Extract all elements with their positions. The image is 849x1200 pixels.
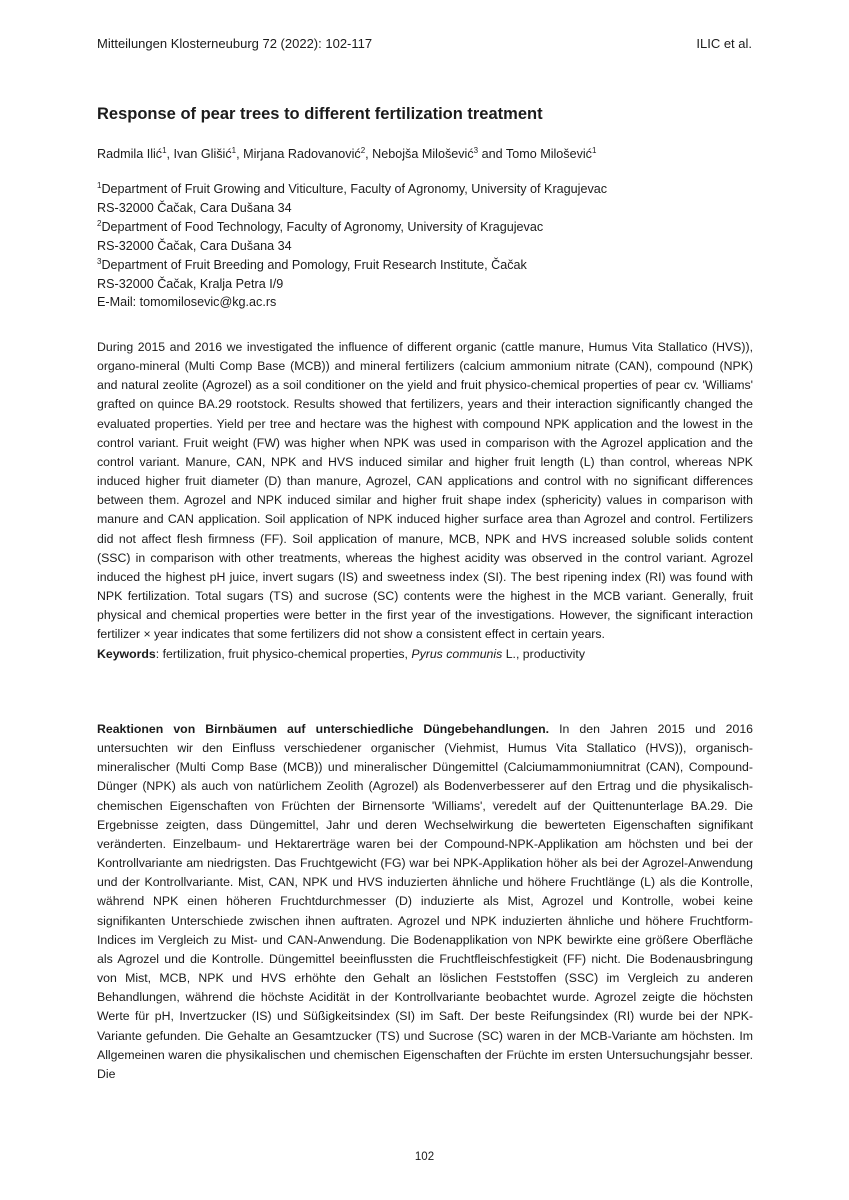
affiliation-address: RS-32000 Čačak, Kralja Petra I/9	[97, 276, 284, 291]
keywords: Keywords: fertilization, fruit physico-chemical properties, Pyrus communis L., productivity	[97, 646, 585, 661]
author: Ivan Glišić$^1$,	[173, 146, 244, 161]
german-summary-text: In den Jahren 2015 und 2016 untersuchten wir den Einfluss verschiedener organischer (Viehmist, Humus Vita Stallatico (HVS)), organisch-mineralischer (Multi Comp Base (MCB)) und mineralischer Düngemittel (Calciumammoniumnitrat (CAN), Compound-Dünger (NPK) als auch von natürlichem Zeolith (Agrozel) als Bodenverbesserer auf den Ertrag und die physikalisch-chemischen Eigenschaften von Früchten der Birnensorte 'Williams', veredelt auf der Quittenunterlage BA.29. Die Ergebnisse zeigten, dass Düngemittel, Jahr und deren Wechselwirkung die bewerteten Eigenschaften signifikant veränderten. Einzelbaum- und Hektarerträge waren bei der Compound-NPK-Applikation am höchsten und bei der Kontrollvariante am niedrigsten. Das Fruchtgewicht (FG) war bei NPK-Applikation höher als bei der Agrozel-Anwendung und der Kontrollvariante. Mist, CAN, NPK und HVS induzierten ähnliche und höhere Fruchtlänge (L) als die Kontrolle, während NPK einen höheren Fruchtdurchmesser (D) induzierte als Mist, Agrozel und Kontrolle, wobei keine signifikanten Unterschiede zwischen ihnen auftraten. Agrozel und NPK induzierten ähnliche und höhere Fruchtform-Indices im Vergleich zu Mist- und CAN-Anwendung. Die Bodenapplikation von NPK bewirkte eine größere Oberfläche als Agrozel und die Kontrolle. Düngemittel beeinflussten die Fruchtfleischfestigkeit (FF) nicht. Die Bodenausbringung von Mist, MCB, NPK und HVS erhöhte den Gehalt an löslichen Feststoffen (SSC) im Vergleich zu anderen Behandlungen, während die höchste Acidität in der Kontrollvariante beobachtet wurde. Agrozel zeigte die höchsten Werte für pH, Invertzucker (IS) und Süßigkeitsindex (SI) im Saft. Der beste Reifungsindex (RI) wurde bei der NPK-Variante gefunden. Die Gehalte an Gesamtzucker (TS) und Sucrose (SC) waren in der MCB-Variante am höchsten. Im Allgemeinen waren die physikalischen und chemischen Eigenschaften der Früchte im ersten Untersuchungsjahr besser. Die	[97, 722, 753, 1081]
author: Mirjana Radovanović$^2$,	[243, 146, 373, 161]
page-number: 102	[414, 1151, 435, 1163]
author: Tomo Milošević$^1$	[505, 146, 597, 161]
abstract	[97, 338, 753, 664]
article-title: Response of pear trees to different fertilization treatment	[97, 105, 543, 123]
journal-citation: Mitteilungen Klosterneuburg 72 (2022): 102-117	[97, 36, 373, 51]
affiliations	[97, 180, 752, 312]
running-head	[97, 36, 752, 52]
affiliation-line: $^2$Department of Food Technology, Faculty of Agronomy, University of Kragujevac	[97, 218, 544, 234]
author: Nebojša Milošević$^3$ and	[372, 146, 506, 161]
running-authors: ILIC et al.	[696, 36, 752, 51]
german-summary-title: Reaktionen von Birnbäumen auf unterschiedliche Düngebehandlungen.	[97, 722, 550, 736]
author: Radmila Ilić$^1$,	[97, 146, 174, 161]
affiliation-line: $^1$Department of Fruit Growing and Viticulture, Faculty of Agronomy, University of Kragujevac	[97, 181, 608, 196]
abstract-text: During 2015 and 2016 we investigated the influence of different organic (cattle manure, Humus Vita Stallatico (HVS)), organo-mineral (Multi Comp Base (MCB)) and mineral fertilizers (calcium ammonium nitrate (CAN), compound (NPK) and natural zeolite (Agrozel) as a soil conditioner on the yield and fruit physico-chemical properties of pear cv. 'Williams' grafted on quince BA.29 rootstock. Results showed that fertilizers, years and their interaction significantly changed the evaluated properties. Yield per tree and hectare was the highest with compound NPK application and the lowest in the control variant. Fruit weight (FW) was higher when NPK was used in comparison with the Agrozel application and the control variant. Manure, CAN, NPK and HVS induced similar and higher fruit length (L) than control, whereas NPK induced higher fruit diameter (D) than manure, Agrozel, CAN applications and control with no significant differences between them. Agrozel and NPK induced similar and higher fruit shape index (sphericity) values in comparison with manure and CAN application. Soil application of NPK induced higher surface area than Agrozel and control. Fertilizers did not affect flesh firmness (FF). Soil application of manure, MCB, NPK and HVS increased soluble solids content (SSC) in comparison with other treatments, whereas the highest acidity was observed in the control variant. Agrozel induced the highest pH juice, invert sugars (IS) and sweetness index (SI). The best ripening index (RI) was found with NPK fertilization. Total sugars (TS) and sucrose (SC) contents were the highest in the MCB variant. Generally, fruit physical and chemical properties were better in the first year of the investigations. However, the significant interaction fertilizer × year indicates that some fertilizers did not show a consistent effect in certain years.	[97, 340, 753, 642]
species-name: Pyrus communis	[411, 646, 503, 661]
german-summary	[97, 720, 753, 1084]
affiliation-line: $^3$Department of Fruit Breeding and Pomology, Fruit Research Institute, Čačak	[97, 256, 527, 272]
contact-email[interactable]: E-Mail: tomomilosevic@kg.ac.rs	[97, 295, 277, 310]
affiliation-address: RS-32000 Čačak, Cara Dušana 34	[97, 238, 292, 253]
keywords-label: Keywords	[97, 646, 156, 661]
author-list	[97, 145, 752, 163]
affiliation-address: RS-32000 Čačak, Cara Dušana 34	[97, 200, 292, 215]
